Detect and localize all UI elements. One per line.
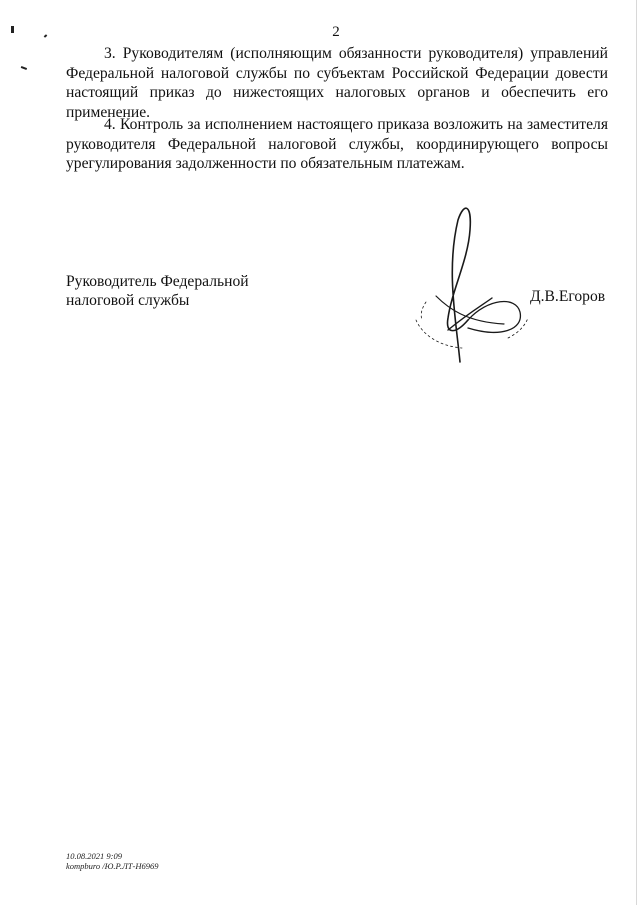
signer-name: Д.В.Егоров <box>530 288 606 305</box>
signer-title <box>66 272 286 310</box>
page-edge-line <box>636 0 637 905</box>
scan-mark <box>21 66 27 69</box>
footer-reference: kompburo /Ю.Р.ЛТ-Н6969 <box>66 861 159 871</box>
signer-title-line-1: Руководитель Федеральной <box>66 273 249 290</box>
handwritten-signature <box>408 200 538 370</box>
signer-title-line-2: налоговой службы <box>66 292 190 309</box>
footer-timestamp: 10.08.2021 9:09 <box>66 851 122 861</box>
footer-stamp <box>66 851 158 871</box>
page-number: 2 <box>332 24 340 40</box>
paragraph-3: 3. Руководителям (исполняющим обязанности руководителя) управлений Федеральной налоговой службы по субъектам Российской Федерации довести настоящий приказ до нижестоящих налоговых органов и обеспечить его применение. <box>66 45 608 121</box>
paragraph-4: 4. Контроль за исполнением настоящего приказа возложить на заместителя руководителя Федеральной налоговой службы, координирующего вопросы урегулирования задолженности по обязательным платежам. <box>66 116 608 172</box>
